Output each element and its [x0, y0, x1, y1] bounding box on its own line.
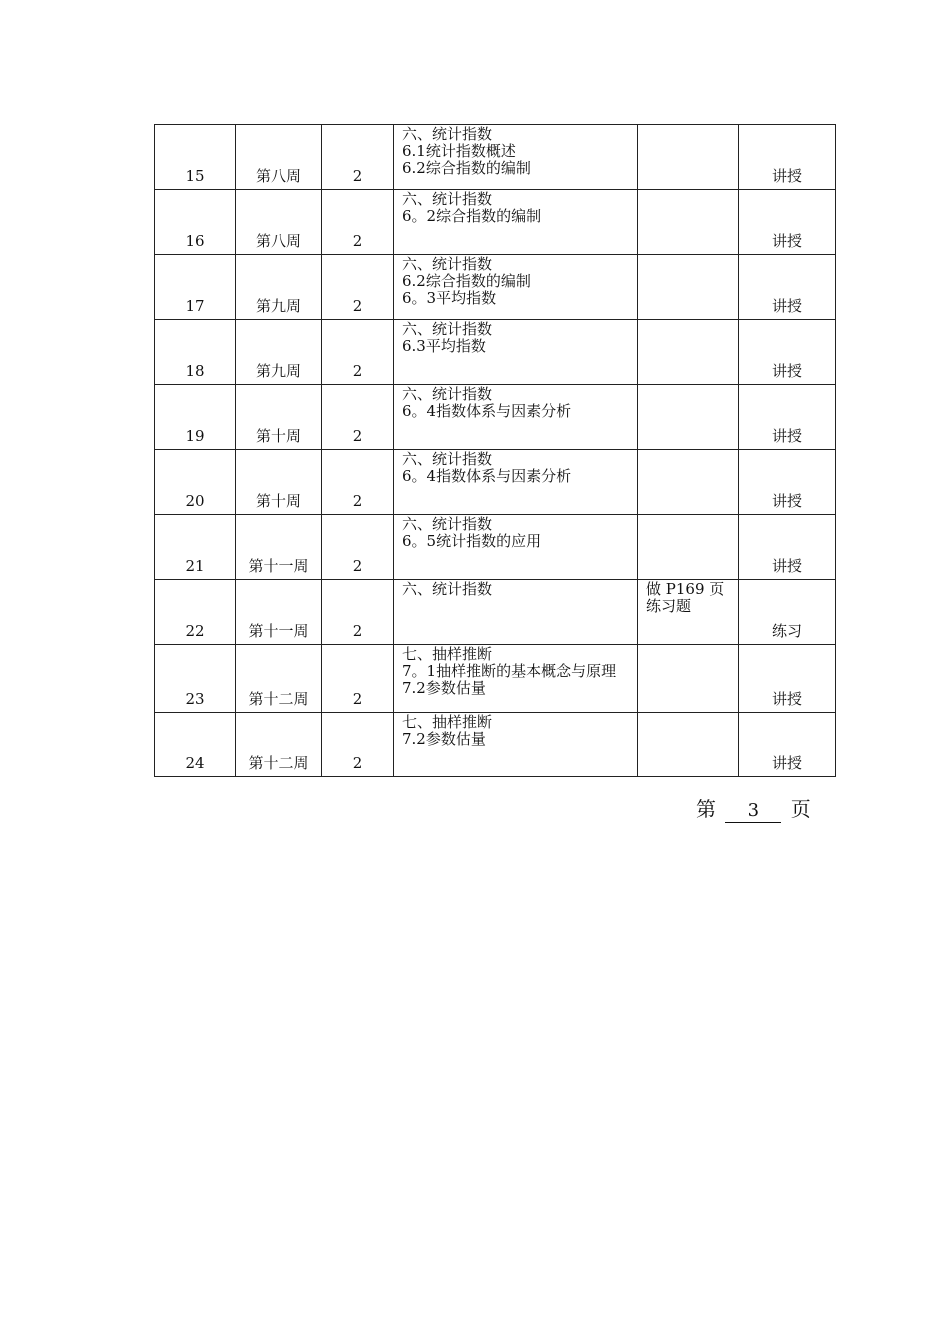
topic-line: 6。4指数体系与因素分析: [402, 467, 572, 485]
session-number: 24: [155, 713, 236, 777]
hours-value: 2: [322, 450, 394, 515]
topic-content: [394, 190, 638, 255]
topic-line: 6.1统计指数概述: [402, 142, 516, 160]
page-number: 3: [725, 800, 781, 823]
topic-line: 七、抽样推断: [402, 713, 493, 731]
hours-value: 2: [322, 125, 394, 190]
topic-line: 6。5统计指数的应用: [402, 532, 542, 550]
assignment-note: [638, 515, 739, 580]
topic-line: 六、统计指数: [402, 125, 493, 143]
table-row: [155, 190, 836, 255]
week-label: 第十二周: [236, 645, 322, 713]
topic-line: 6。4指数体系与因素分析: [402, 402, 572, 420]
assignment-note-text: 做 P169 页练习题: [646, 580, 725, 615]
session-number: 16: [155, 190, 236, 255]
topic-line: 6.3平均指数: [402, 337, 486, 355]
teaching-method: 讲授: [739, 190, 836, 255]
topic-line: 六、统计指数: [402, 580, 493, 598]
week-label: 第八周: [236, 190, 322, 255]
session-number: 15: [155, 125, 236, 190]
hours-value: 2: [322, 255, 394, 320]
session-number: 22: [155, 580, 236, 645]
week-label: 第十周: [236, 450, 322, 515]
topic-content: [394, 125, 638, 190]
topic-content: [394, 645, 638, 713]
topic-line: 6。3平均指数: [402, 289, 497, 307]
topic-line: 六、统计指数: [402, 320, 493, 338]
topic-content: [394, 450, 638, 515]
topic-content: [394, 580, 638, 645]
table-row: [155, 580, 836, 645]
table-row: [155, 255, 836, 320]
session-number: 23: [155, 645, 236, 713]
teaching-method: 讲授: [739, 450, 836, 515]
hours-value: 2: [322, 385, 394, 450]
assignment-note: [638, 320, 739, 385]
assignment-note: [638, 255, 739, 320]
assignment-note: [638, 125, 739, 190]
teaching-method: 讲授: [739, 645, 836, 713]
topic-line: 六、统计指数: [402, 190, 493, 208]
topic-content: [394, 515, 638, 580]
week-label: 第十一周: [236, 580, 322, 645]
assignment-note: [638, 385, 739, 450]
teaching-method: 讲授: [739, 255, 836, 320]
week-label: 第九周: [236, 255, 322, 320]
hours-value: 2: [322, 580, 394, 645]
teaching-method: 讲授: [739, 713, 836, 777]
teaching-method: 练习: [739, 580, 836, 645]
session-number: 19: [155, 385, 236, 450]
week-label: 第八周: [236, 125, 322, 190]
session-number: 21: [155, 515, 236, 580]
topic-line: 六、统计指数: [402, 385, 493, 403]
topic-line: 6.2综合指数的编制: [402, 272, 531, 290]
hours-value: 2: [322, 190, 394, 255]
topic-content: [394, 713, 638, 777]
topic-line: 七、抽样推断: [402, 645, 493, 663]
session-number: 17: [155, 255, 236, 320]
table-row: [155, 320, 836, 385]
week-label: 第十周: [236, 385, 322, 450]
page-footer: [696, 797, 811, 823]
teaching-method: 讲授: [739, 385, 836, 450]
hours-value: 2: [322, 713, 394, 777]
teaching-method: 讲授: [739, 515, 836, 580]
topic-line: 7。1抽样推断的基本概念与原理: [402, 662, 617, 680]
table-row: [155, 385, 836, 450]
assignment-note: [638, 645, 739, 713]
table-row: [155, 515, 836, 580]
table-row: [155, 713, 836, 777]
week-label: 第十二周: [236, 713, 322, 777]
page-prefix: 第: [696, 797, 716, 821]
topic-content: [394, 320, 638, 385]
course-schedule-table: [154, 124, 836, 777]
teaching-method: 讲授: [739, 125, 836, 190]
week-label: 第九周: [236, 320, 322, 385]
topic-line: 6.2综合指数的编制: [402, 159, 531, 177]
hours-value: 2: [322, 515, 394, 580]
topic-line: 7.2参数估量: [402, 679, 486, 697]
topic-content: [394, 385, 638, 450]
topic-content: [394, 255, 638, 320]
assignment-note: [638, 580, 739, 645]
table-row: [155, 125, 836, 190]
hours-value: 2: [322, 320, 394, 385]
topic-line: 六、统计指数: [402, 255, 493, 273]
hours-value: 2: [322, 645, 394, 713]
session-number: 18: [155, 320, 236, 385]
week-label: 第十一周: [236, 515, 322, 580]
schedule-body: [155, 125, 836, 777]
topic-line: 7.2参数估量: [402, 730, 486, 748]
table-row: [155, 645, 836, 713]
topic-line: 6。2综合指数的编制: [402, 207, 542, 225]
assignment-note: [638, 190, 739, 255]
topic-line: 六、统计指数: [402, 515, 493, 533]
session-number: 20: [155, 450, 236, 515]
table-row: [155, 450, 836, 515]
page-suffix: 页: [790, 797, 811, 821]
topic-line: 六、统计指数: [402, 450, 493, 468]
assignment-note: [638, 450, 739, 515]
teaching-method: 讲授: [739, 320, 836, 385]
assignment-note: [638, 713, 739, 777]
